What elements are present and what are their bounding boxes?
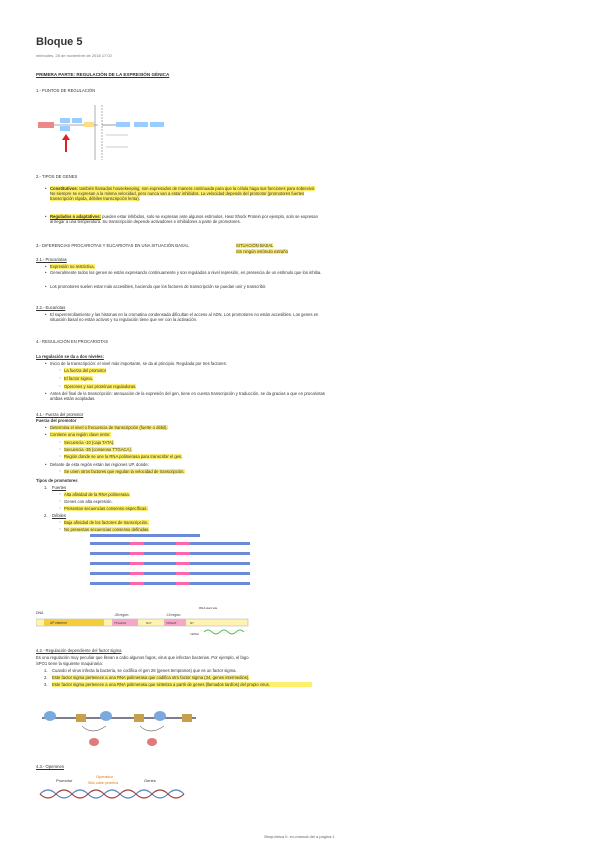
promoter-bullet-1: • Determina el nivel o frecuencia de transcripción (fuerte o débil). bbox=[50, 425, 168, 430]
minus10-label: -10 region bbox=[166, 613, 181, 617]
levels-title: La regulación se da a dos niveles: bbox=[36, 354, 104, 359]
operon-label-operador: Operador bbox=[96, 774, 113, 779]
promoter-sub-1: ○ Secuencia -10 (caja TATA). bbox=[64, 440, 114, 445]
promoter-sub-3: ○ Región donde se une la RNA polimerasa para transcribir el gen. bbox=[64, 454, 182, 459]
promoter-structure-diagram bbox=[36, 606, 256, 640]
type-1-label: Fuertes bbox=[52, 485, 67, 490]
page-title: Bloque 5 bbox=[36, 36, 83, 48]
sigma-num-3: 3. bbox=[44, 682, 48, 687]
mrna-label: mRNA bbox=[190, 632, 199, 636]
levels-bullet-1: • Inicio de la transcripción: el nivel más importante, se da al principio. Regulada por tres factores: bbox=[50, 361, 227, 366]
n7-label: N7 bbox=[190, 621, 194, 625]
heading-1: 1.- PUNTOS DE REGULACIÓN bbox=[36, 88, 96, 93]
sigma-item-1: Cuando el virus infecta la bacteria, se codifica el gen 28 (genes tempranos) que es un factor sigma. bbox=[52, 668, 237, 673]
type-1-num: 1. bbox=[44, 485, 48, 490]
operon-figure bbox=[36, 772, 196, 806]
heading-2: 2.- TIPOS DE GENES bbox=[36, 174, 78, 179]
promoter-sequences-figure bbox=[90, 532, 260, 602]
promoter-strength-title: Fuerza del promotor bbox=[36, 418, 77, 423]
tataat-label: TATAAT bbox=[166, 621, 177, 625]
type-1-sub-2: ○ Genes con alta expresión. bbox=[64, 499, 113, 504]
prokaryote-bullet-3: • Los promotores suelen estar más accesibles, haciendo que los factores de transcripción se puedan unir y transcribir. bbox=[50, 284, 330, 289]
type-2-num: 2. bbox=[44, 513, 48, 518]
heading-4-2: 4.2.- Regulación dependiente del factor sigma bbox=[36, 648, 122, 653]
heading-4: 4.- REGULACIÓN EN PROCARIOTAS bbox=[36, 339, 109, 344]
sequence-rows bbox=[90, 534, 250, 585]
heading-4-1: 4.1.- Fuerza del promotor bbox=[36, 412, 84, 417]
heading-3-2: 3.2.- Eucariotas bbox=[36, 305, 66, 310]
levels-sub-2: ○ El factor sigma. bbox=[64, 376, 93, 381]
sigma-cascade-figure bbox=[36, 698, 206, 754]
regulated-text: pueden estar inhibidos, solo se expresan ante algunos estímulos. Heat Shock Protein por ejemplo, solo se expresan al llegar a una temperatura. Su transcripción depende activadores e inhibidores a parte de promotores. bbox=[50, 214, 318, 225]
sigma-item-3: Este factor sigma pertenece a una RNA polimerasa que sintetiza a partir de genes (llamados tardíos) del propio virus. bbox=[52, 682, 312, 687]
promoter-types-title: Tipos de promotores bbox=[36, 478, 78, 483]
sigma-paragraph-2: SPO1 tiene la siguiente maquinaria: bbox=[36, 661, 103, 666]
levels-sub-1: ○ La fuerza del promotor bbox=[64, 368, 106, 373]
prokaryote-bullet-1: • Expresión no restrictiva. bbox=[50, 264, 95, 269]
basal-sublabel: Sin ningún estímulo extraño bbox=[236, 249, 288, 254]
page-footer: Bioquímica II: ex-manual del a página 1 bbox=[264, 834, 335, 839]
operon-label-genes: Genes bbox=[144, 778, 156, 783]
n17-label: N17 bbox=[146, 621, 152, 625]
start-site-label: RNA start site bbox=[199, 606, 218, 610]
constitutive-text: también llamados housekeeping, son expresados de manera continuada para que la célula haga sus funciones para sobrevivir. No siempre se expresan a la misma velocidad, pero nunca van a estar inhibidos. La velocidad depende del promotor (promotores fuertes transcripción rápida, débiles transcripción lenta). bbox=[50, 186, 316, 202]
operon-label-binding: Sitio unión proteína bbox=[88, 781, 119, 785]
type-2-sub-1: ○ Baja afinidad de los factores de transcripción. bbox=[64, 520, 149, 525]
operon-label-promotor: Promotor bbox=[56, 778, 73, 783]
type-2-sub-2: ○ No presentan secuencias consenso definidas. bbox=[64, 527, 149, 532]
promoter-sub-2: ○ Secuencia -35 (consenso TTGACA). bbox=[64, 447, 132, 452]
genes-constitutive bbox=[50, 186, 320, 201]
part-title: PRIMERA PARTE: REGULACIÓN DE LA EXPRESIÓN GÉNICA bbox=[36, 72, 170, 77]
sigma-paragraph-1: Es una regulación muy peculiar que llevan a cabo algunos fagos, virus que infectan bacterias. Por ejemplo, el fago bbox=[36, 655, 249, 660]
dna-label: DNA bbox=[36, 611, 44, 615]
regulation-points-diagram bbox=[38, 100, 188, 170]
promoter-sub-4: ○ Se unen otros factores que regulan la velocidad de transcripción. bbox=[64, 469, 185, 474]
constitutive-label: Constitutivos: bbox=[50, 186, 79, 191]
minus35-label: -35 region bbox=[114, 613, 129, 617]
eukaryote-bullet-1: • El superenrollamiento y las histonas en la cromatina condensada dificultan el acceso al ADN. Los promotores no están accesibles. Los genes en situación basal no están activos y su regulación tiene que ver con la activación. bbox=[50, 312, 330, 322]
heading-3-1: 3.1.- Procariotas bbox=[36, 257, 67, 262]
heading-3: 3.- DIFERENCIAS PROCARIOTAS Y EUCARIOTAS EN UNA SITUACIÓN BASAL bbox=[36, 243, 189, 248]
promoter-bullet-3: • Delante de esta región están las regiones UP, donde: bbox=[50, 462, 149, 467]
sigma-num-2: 2. bbox=[44, 675, 48, 680]
type-2-label: Débiles bbox=[52, 513, 66, 518]
levels-sub-3: ○ Operones y sus proteínas reguladoras. bbox=[64, 384, 136, 389]
sigma-num-1: 1. bbox=[44, 668, 48, 673]
type-1-sub-3: ○ Presentan secuencias consenso específicas. bbox=[64, 506, 148, 511]
sigma-item-2: Este factor sigma pertenece a una RNA polimerasa que codifica otro factor sigma (34, genes intermedios). bbox=[52, 675, 250, 680]
promoter-bullet-2: • Contiene una región clave entre: bbox=[50, 432, 111, 437]
heading-4-3: 4.3.- Operones bbox=[36, 764, 64, 769]
type-1-sub-1: ○ Alta afinidad de la RNA polimerasa. bbox=[64, 492, 130, 497]
genes-regulated bbox=[50, 214, 320, 224]
basal-label: SITUACIÓN BASAL bbox=[236, 243, 274, 248]
up-element-label: UP element bbox=[50, 621, 67, 625]
levels-bullet-2: • Antes del final de la transcripción: atenuación de la expresión del gen, tiene en cuenta transcripción y traducción, se da gracias a que en procariotas ambas están acopladas. bbox=[50, 391, 330, 401]
prokaryote-bullet-2: • Generalmente todos los genes se están expresando continuamente y son regulados a nivel represión, en presencia de un estímulo que los inhiba. bbox=[50, 270, 330, 275]
ttgaca-label: TTGACA bbox=[114, 621, 127, 625]
page-date: miércoles, 28 de noviembre de 2018 17:02 bbox=[36, 53, 112, 58]
regulated-label: Regulados o adaptativos: bbox=[50, 214, 101, 219]
